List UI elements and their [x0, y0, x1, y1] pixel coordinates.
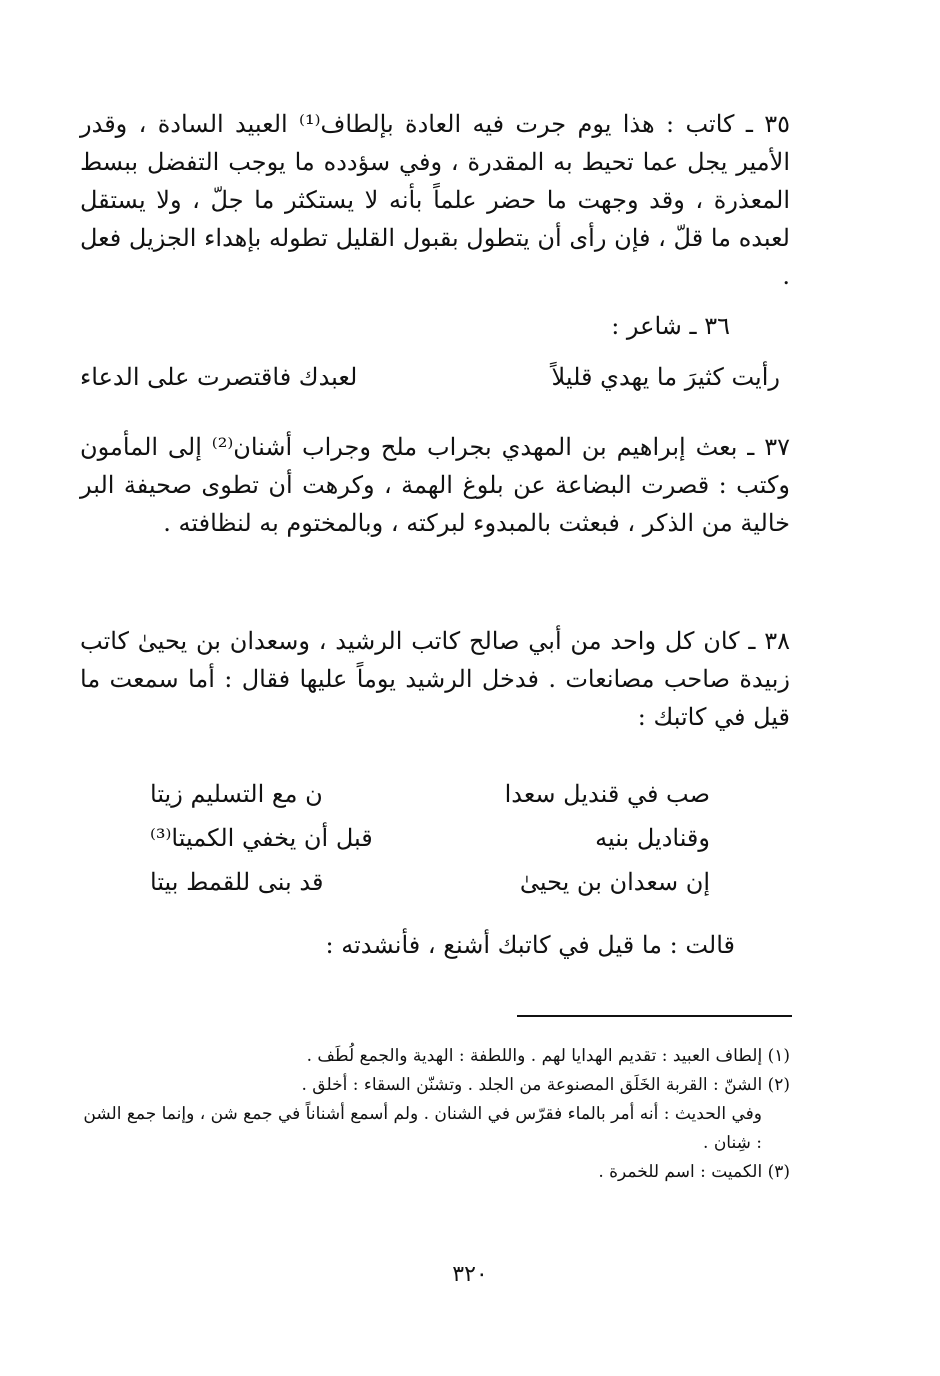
verse-36	[80, 358, 780, 396]
footnote-separator	[517, 1015, 792, 1017]
verse-first-hemistich: وقناديل بنيه	[595, 824, 710, 852]
paragraph-35: ٣٥ ـ كاتب : هذا يوم جرت فيه العادة بإلطاف⁽¹⁾ العبيد السادة ، وقدر الأمير يجل عما تحيط به المقدرة ، وفي سؤدده ما يوجب التفضل ببسط المعذرة ، وقد وجهت ما حضر علماً بأنه لا يستكثر ما جلّ ، ولا يستقل لعبده ما قلّ ، فإن رأى أن يتطول بقبول القليل تطوله بإهداء الجزيل فعل .	[80, 110, 790, 290]
footnote-3: (٣) الكميت : اسم للخمرة .	[598, 1162, 790, 1182]
poem-block	[150, 772, 710, 904]
paragraph-37: ٣٧ ـ بعث إبراهيم بن المهدي بجراب ملح وجراب أشنان⁽²⁾ إلى المأمون وكتب : قصرت البضاعة عن بلوغ الهمة ، وكرهت أن تطوى صحيفة البر خالية من الذكر ، فبعثت بالمبدوء لبركته ، وبالمختوم به لنظافته .	[80, 433, 790, 537]
verse-36-first-hemistich: رأيت كثيرَ ما يهدي قليلاً	[551, 363, 780, 391]
paragraph-after-poem: قالت : ما قيل في كاتبك أشنع ، فأنشدته :	[325, 931, 735, 959]
verse-second-hemistich: قد بنى للقمط بيتا	[150, 868, 324, 896]
paragraph-38: ٣٨ ـ كان كل واحد من أبي صالح كاتب الرشيد ، وسعدان بن يحيىٰ كاتب زبيدة صاحب مصانعات . فدخل الرشيد يوماً عليها فقال : أما سمعت ما قيل في كاتبك :	[80, 627, 790, 731]
footnote-1: (١) إلطاف العبيد : تقديم الهدايا لهم . واللطفة : الهدية والجمع لُطَف .	[306, 1046, 790, 1066]
verse-36-second-hemistich: لعبدك فاقتصرت على الدعاء	[80, 363, 358, 391]
paragraph-36-heading: ٣٦ ـ شاعر :	[611, 312, 730, 340]
verse-first-hemistich: صب في قنديل سعدا	[504, 780, 710, 808]
footnotes	[80, 1042, 790, 1187]
footnote-2-continuation: وفي الحديث : أنه أمر بالماء فقرّس في الشنان . ولم أسمع أشناناً في جمع شن ، وإنما جمع الشن : شِنان .	[83, 1104, 762, 1153]
footnote-2: (٢) الشنّ : القربة الخَلَق المصنوعة من الجلد . وتشنّن السقاء : أخلق .	[301, 1075, 790, 1095]
verse-line	[150, 772, 710, 816]
verse-line	[150, 860, 710, 904]
verse-second-hemistich: ن مع التسليم زيتا	[150, 780, 323, 808]
verse-second-hemistich: قبل أن يخفي الكميتا⁽³⁾	[150, 824, 373, 852]
page-number: ٣٢٠	[452, 1262, 488, 1287]
verse-line	[150, 816, 710, 860]
verse-first-hemistich: إن سعدان بن يحيىٰ	[519, 868, 710, 896]
